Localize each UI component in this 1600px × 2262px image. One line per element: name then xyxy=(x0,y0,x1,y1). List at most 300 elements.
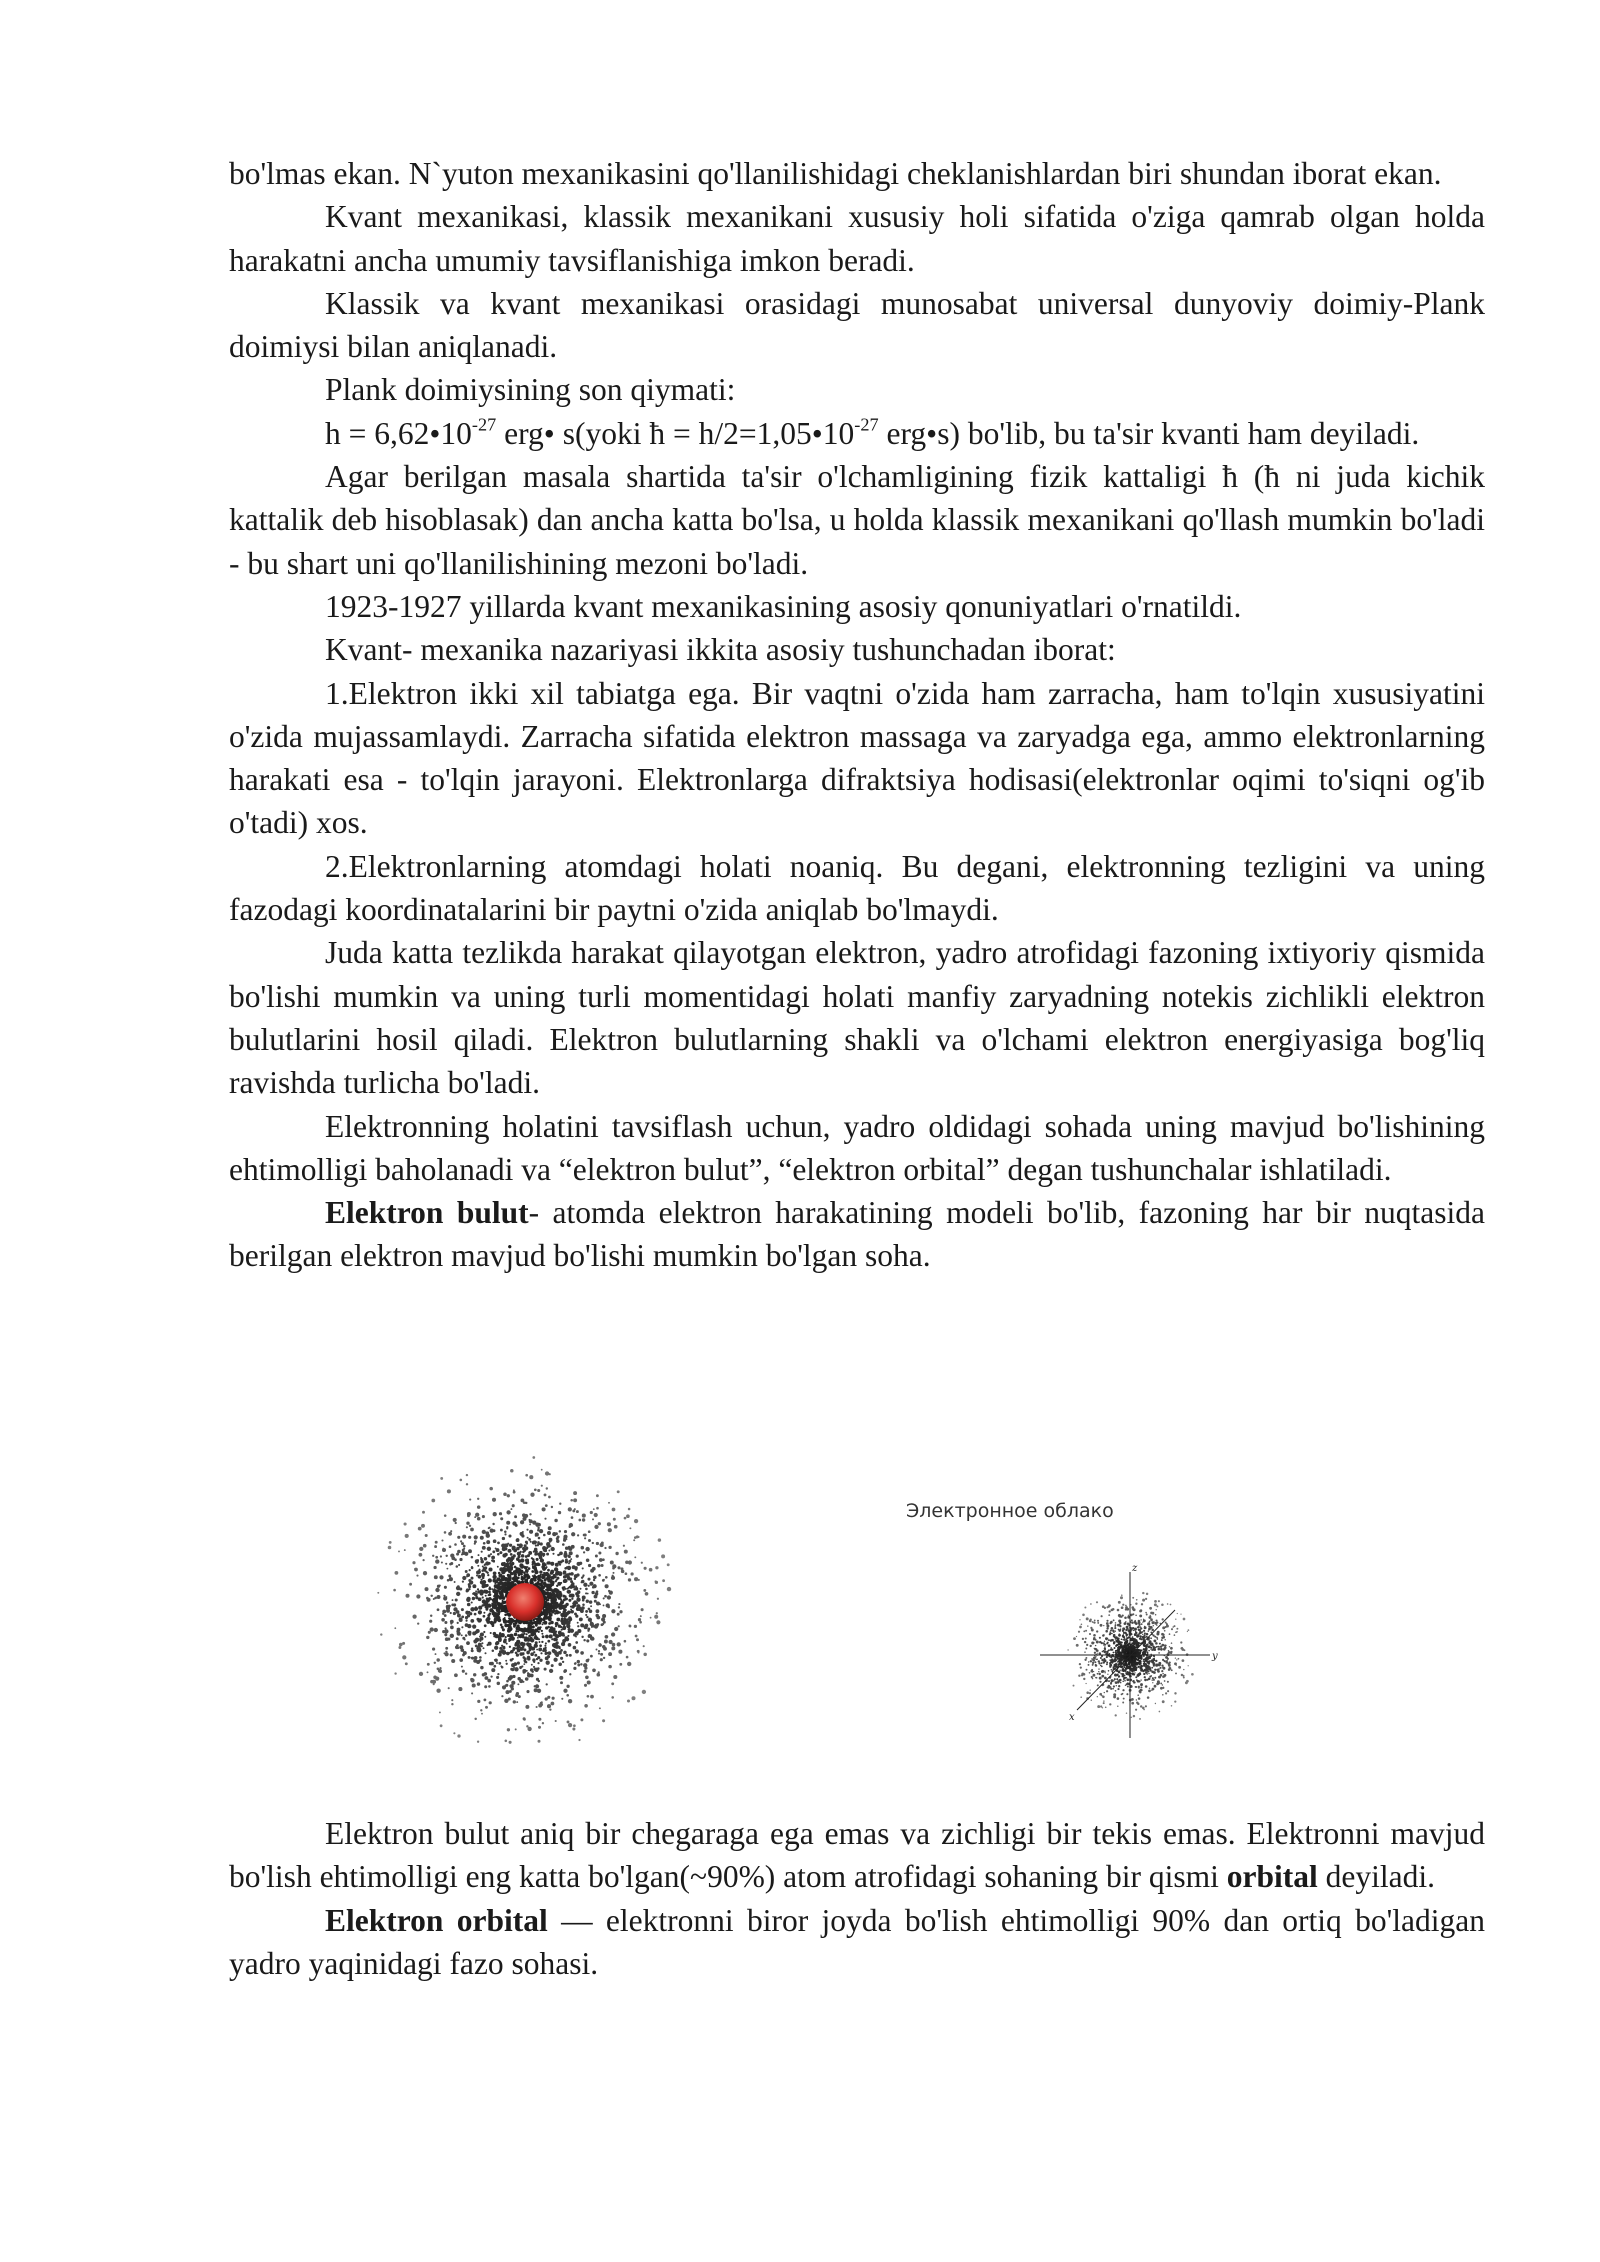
cloud-dot xyxy=(544,1649,547,1652)
cloud-dot xyxy=(529,1523,531,1525)
cloud-dot xyxy=(487,1614,490,1617)
cloud-dot xyxy=(551,1702,555,1706)
cloud-dot xyxy=(1157,1646,1159,1648)
cloud-dot xyxy=(584,1666,587,1669)
cloud-dot xyxy=(1085,1630,1087,1632)
cloud-dot xyxy=(1137,1652,1139,1654)
cloud-dot xyxy=(1088,1661,1089,1662)
cloud-dot xyxy=(510,1508,512,1510)
cloud-dot xyxy=(1096,1650,1097,1651)
cloud-dot xyxy=(577,1660,580,1663)
cloud-dot xyxy=(1160,1667,1162,1669)
cloud-dot xyxy=(1149,1607,1152,1610)
cloud-dot xyxy=(546,1683,548,1685)
cloud-dot xyxy=(1156,1669,1158,1671)
cloud-dot xyxy=(503,1493,507,1497)
cloud-dot xyxy=(598,1551,601,1554)
cloud-dot xyxy=(398,1646,401,1649)
cloud-dot xyxy=(488,1594,490,1596)
cloud-dot xyxy=(605,1635,609,1639)
cloud-dot xyxy=(573,1588,575,1590)
cloud-dot xyxy=(1085,1637,1087,1639)
cloud-dot xyxy=(500,1517,503,1520)
cloud-dot xyxy=(1117,1688,1119,1690)
cloud-dot xyxy=(1163,1675,1166,1678)
cloud-dot xyxy=(1092,1663,1093,1664)
cloud-dot xyxy=(1106,1622,1109,1625)
cloud-dot xyxy=(567,1635,569,1637)
cloud-dot xyxy=(584,1704,588,1708)
cloud-dot xyxy=(570,1558,572,1560)
formula-exponent: -27 xyxy=(854,414,879,435)
cloud-dot xyxy=(465,1623,469,1627)
cloud-dot xyxy=(462,1670,465,1673)
cloud-dot xyxy=(1104,1607,1106,1609)
cloud-dot xyxy=(638,1618,641,1621)
cloud-dot xyxy=(1140,1705,1142,1707)
cloud-dot xyxy=(561,1698,563,1700)
cloud-dot xyxy=(380,1633,382,1635)
cloud-dot xyxy=(534,1688,538,1692)
cloud-dot xyxy=(497,1553,500,1556)
cloud-dot xyxy=(506,1680,509,1683)
cloud-dot xyxy=(501,1645,503,1647)
cloud-dot xyxy=(496,1641,500,1645)
cloud-dot xyxy=(1188,1629,1190,1631)
cloud-dot xyxy=(568,1562,570,1564)
paragraph: Plank doimiysining son qiymati: xyxy=(325,372,736,408)
cloud-dot xyxy=(528,1630,531,1633)
cloud-dot xyxy=(589,1582,593,1586)
cloud-dot xyxy=(472,1584,476,1588)
cloud-dot xyxy=(510,1572,513,1575)
cloud-dot xyxy=(601,1623,604,1626)
cloud-dot xyxy=(1168,1667,1171,1670)
cloud-dot xyxy=(489,1701,492,1704)
cloud-dot xyxy=(1180,1641,1182,1643)
cloud-dot xyxy=(553,1630,557,1634)
cloud-dot xyxy=(525,1677,529,1681)
cloud-dot xyxy=(1117,1638,1119,1640)
cloud-dot xyxy=(1133,1643,1136,1646)
cloud-dot xyxy=(1110,1647,1111,1648)
cloud-dot xyxy=(545,1577,547,1579)
cloud-dot xyxy=(419,1672,423,1676)
cloud-dot xyxy=(1130,1685,1132,1687)
cloud-dot xyxy=(604,1640,608,1644)
cloud-dot xyxy=(1134,1657,1136,1659)
cloud-dot xyxy=(498,1572,501,1575)
cloud-dot xyxy=(638,1652,640,1654)
cloud-dot xyxy=(1152,1634,1154,1636)
cloud-dot xyxy=(538,1647,542,1651)
cloud-dot xyxy=(568,1555,570,1557)
cloud-dot xyxy=(481,1551,483,1553)
cloud-dot xyxy=(577,1605,579,1607)
cloud-dot xyxy=(505,1577,509,1581)
cloud-dot xyxy=(501,1585,505,1589)
cloud-dot xyxy=(602,1614,606,1618)
cloud-dot xyxy=(484,1601,488,1605)
cloud-dot xyxy=(1119,1670,1120,1671)
cloud-dot xyxy=(460,1648,464,1652)
cloud-dot xyxy=(494,1598,498,1602)
cloud-dot xyxy=(542,1622,544,1624)
cloud-dot xyxy=(553,1658,557,1662)
cloud-dot xyxy=(570,1610,573,1613)
cloud-dot xyxy=(461,1626,463,1628)
cloud-dot xyxy=(1107,1674,1108,1675)
cloud-dot xyxy=(1092,1674,1095,1677)
cloud-dot xyxy=(439,1670,443,1674)
cloud-dot xyxy=(629,1527,631,1529)
cloud-dot xyxy=(1099,1677,1102,1680)
cloud-dot xyxy=(491,1603,495,1607)
cloud-dot xyxy=(661,1554,665,1558)
cloud-dot xyxy=(595,1592,599,1596)
cloud-dot xyxy=(412,1561,415,1564)
cloud-dot xyxy=(1104,1644,1106,1646)
cloud-dot xyxy=(454,1673,458,1677)
cloud-dot xyxy=(1106,1620,1108,1622)
cloud-dot xyxy=(1182,1659,1185,1662)
cloud-dot xyxy=(1110,1682,1112,1684)
cloud-dot xyxy=(483,1590,486,1593)
cloud-dot xyxy=(589,1619,591,1621)
cloud-dot xyxy=(558,1561,561,1564)
cloud-dot xyxy=(437,1595,441,1599)
cloud-dot xyxy=(1113,1634,1116,1637)
cloud-dot xyxy=(574,1508,576,1510)
cloud-dot xyxy=(434,1575,438,1579)
cloud-dot xyxy=(496,1662,498,1664)
cloud-dot xyxy=(603,1657,605,1659)
cloud-dot xyxy=(518,1695,521,1698)
cloud-dot xyxy=(489,1487,493,1491)
cloud-dot xyxy=(539,1551,542,1554)
cloud-dot xyxy=(1139,1718,1141,1720)
cloud-dot xyxy=(1152,1644,1153,1645)
cloud-dot xyxy=(488,1685,491,1688)
cloud-dot xyxy=(1091,1642,1094,1645)
cloud-dot xyxy=(1175,1631,1177,1633)
cloud-dot xyxy=(535,1583,537,1585)
cloud-dot xyxy=(562,1661,564,1663)
cloud-dot xyxy=(466,1590,469,1593)
cloud-dot xyxy=(1109,1622,1111,1624)
cloud-dot xyxy=(534,1636,538,1640)
cloud-dot xyxy=(593,1579,595,1581)
cloud-dot xyxy=(611,1576,615,1580)
cloud-dot xyxy=(481,1581,485,1585)
cloud-dot xyxy=(459,1558,462,1561)
cloud-dot xyxy=(538,1622,541,1625)
cloud-dot xyxy=(1076,1644,1079,1647)
cloud-dot xyxy=(484,1624,487,1627)
cloud-dot xyxy=(496,1595,499,1598)
cloud-dot xyxy=(512,1547,516,1551)
cloud-dot xyxy=(1128,1615,1129,1616)
cloud-dot xyxy=(1115,1663,1117,1665)
cloud-dot xyxy=(439,1667,441,1669)
cloud-dot xyxy=(1149,1688,1150,1689)
cloud-dot xyxy=(558,1598,560,1600)
cloud-dot xyxy=(497,1566,499,1568)
cloud-dot xyxy=(1165,1692,1167,1694)
definition-text: — elektronni biror joyda bo'lish ehtimolligi 90% dan ortiq bo'ladigan yadro yaqinidagi fazo sohasi. xyxy=(229,1902,1485,1981)
cloud-dot xyxy=(1157,1680,1160,1683)
cloud-dot xyxy=(477,1517,481,1521)
cloud-dot xyxy=(1170,1652,1172,1654)
cloud-dot xyxy=(1097,1705,1100,1708)
cloud-dot xyxy=(563,1537,565,1539)
cloud-dot xyxy=(576,1602,578,1604)
cloud-dot xyxy=(1183,1677,1185,1679)
cloud-dot xyxy=(570,1499,573,1502)
cloud-dot xyxy=(608,1665,612,1669)
cloud-dot xyxy=(1169,1646,1170,1647)
cloud-dot xyxy=(552,1649,556,1653)
cloud-dot xyxy=(629,1625,632,1628)
cloud-dot xyxy=(1140,1683,1143,1686)
cloud-dot xyxy=(583,1534,586,1537)
cloud-dot xyxy=(498,1662,501,1665)
cloud-dot xyxy=(534,1567,536,1569)
cloud-dot xyxy=(612,1508,616,1512)
cloud-dot xyxy=(499,1591,501,1593)
cloud-dot xyxy=(1084,1606,1086,1608)
cloud-dot xyxy=(431,1499,435,1503)
cloud-dot xyxy=(1140,1665,1143,1668)
cloud-dot xyxy=(1125,1645,1126,1646)
cloud-dot xyxy=(435,1541,438,1544)
cloud-dot xyxy=(520,1634,523,1637)
cloud-dot xyxy=(469,1525,471,1527)
cloud-dot xyxy=(504,1699,508,1703)
cloud-dot xyxy=(1135,1631,1137,1633)
axis-label-z: z xyxy=(1132,1563,1138,1574)
cloud-dot xyxy=(402,1642,405,1645)
cloud-dot xyxy=(519,1679,523,1683)
cloud-dot xyxy=(1162,1700,1165,1703)
cloud-dot xyxy=(1108,1614,1110,1616)
cloud-dot xyxy=(501,1666,504,1669)
cloud-dot xyxy=(1108,1639,1110,1641)
cloud-dot xyxy=(1133,1648,1134,1649)
cloud-dot xyxy=(399,1643,403,1647)
cloud-dot xyxy=(1167,1603,1169,1605)
cloud-dot xyxy=(466,1483,468,1485)
cloud-dot xyxy=(550,1572,552,1574)
cloud-dot xyxy=(518,1555,521,1558)
cloud-dot xyxy=(447,1579,450,1582)
cloud-dot xyxy=(1139,1631,1142,1634)
cloud-dot xyxy=(502,1553,506,1557)
cloud-dot xyxy=(447,1638,450,1641)
cloud-dot xyxy=(541,1701,543,1703)
cloud-dot xyxy=(1115,1651,1117,1653)
cloud-dot xyxy=(1162,1667,1164,1669)
cloud-dot xyxy=(1121,1693,1123,1695)
cloud-dot xyxy=(523,1574,527,1578)
cloud-dot xyxy=(1168,1650,1170,1652)
cloud-dot xyxy=(548,1526,552,1530)
cloud-dot xyxy=(1160,1682,1162,1684)
cloud-dot xyxy=(416,1575,418,1577)
cloud-dot xyxy=(1162,1684,1163,1685)
cloud-dot xyxy=(506,1510,510,1514)
cloud-dot xyxy=(1094,1648,1095,1649)
cloud-dot xyxy=(509,1544,512,1547)
cloud-dot xyxy=(434,1628,438,1632)
cloud-dot xyxy=(1146,1633,1149,1636)
cloud-dot xyxy=(1090,1645,1092,1647)
cloud-dot xyxy=(602,1645,606,1649)
cloud-dot xyxy=(573,1491,577,1495)
cloud-dot xyxy=(542,1623,544,1625)
cloud-dot xyxy=(1136,1663,1138,1665)
cloud-dot xyxy=(459,1618,463,1622)
cloud-dot xyxy=(532,1625,535,1628)
cloud-dot xyxy=(588,1539,591,1542)
cloud-dot xyxy=(393,1589,396,1592)
cloud-dot xyxy=(522,1517,526,1521)
cloud-dot xyxy=(1104,1646,1105,1647)
cloud-dot xyxy=(545,1573,547,1575)
cloud-dot xyxy=(529,1513,531,1515)
cloud-dot xyxy=(529,1626,532,1629)
cloud-dot xyxy=(1116,1644,1118,1646)
cloud-dot xyxy=(478,1575,482,1579)
cloud-dot xyxy=(1115,1675,1117,1677)
cloud-dot xyxy=(583,1670,586,1673)
cloud-dot xyxy=(1149,1676,1151,1678)
cloud-dot xyxy=(1111,1662,1113,1664)
cloud-dot xyxy=(1084,1651,1086,1653)
cloud-dot xyxy=(1191,1673,1194,1676)
cloud-dot xyxy=(566,1538,568,1540)
cloud-dot xyxy=(1113,1619,1115,1621)
cloud-dot xyxy=(577,1592,579,1594)
cloud-dot xyxy=(500,1529,503,1532)
cloud-dot xyxy=(525,1474,528,1477)
cloud-dot xyxy=(550,1562,554,1566)
cloud-dot xyxy=(585,1614,587,1616)
cloud-dot xyxy=(515,1651,518,1654)
cloud-dot xyxy=(625,1561,629,1565)
cloud-dot xyxy=(476,1570,480,1574)
cloud-dot xyxy=(1116,1685,1117,1686)
cloud-dot xyxy=(1135,1676,1137,1678)
cloud-dot xyxy=(555,1571,559,1575)
planck-formula xyxy=(229,412,1485,455)
cloud-dot xyxy=(448,1532,452,1536)
cloud-dot xyxy=(457,1622,459,1624)
cloud-dot xyxy=(1144,1634,1146,1636)
cloud-dot xyxy=(472,1625,476,1629)
paragraph: Klassik va kvant mexanikasi orasidagi munosabat universal dunyoviy doimiy-Plank doimiysi bilan aniqlanadi. xyxy=(229,285,1485,365)
cloud-dot xyxy=(576,1510,579,1513)
cloud-dot xyxy=(596,1649,598,1651)
cloud-dot xyxy=(1123,1669,1125,1671)
cloud-dot xyxy=(1126,1668,1128,1670)
cloud-dot xyxy=(1104,1659,1107,1662)
cloud-dot xyxy=(1126,1638,1128,1640)
cloud-dot xyxy=(581,1618,583,1620)
cloud-dot xyxy=(1136,1699,1137,1700)
cloud-dot xyxy=(389,1541,392,1544)
cloud-dot xyxy=(552,1627,555,1630)
cloud-dot xyxy=(417,1622,419,1624)
cloud-dot xyxy=(395,1571,399,1575)
cloud-dot xyxy=(1174,1634,1176,1636)
cloud-dot xyxy=(1161,1639,1163,1641)
cloud-dot xyxy=(1167,1681,1169,1683)
cloud-dot xyxy=(526,1529,528,1531)
cloud-dot xyxy=(512,1675,515,1678)
cloud-dot xyxy=(523,1718,526,1721)
cloud-dot xyxy=(1118,1685,1120,1687)
cloud-dot xyxy=(1089,1672,1091,1674)
cloud-dot xyxy=(654,1615,658,1619)
cloud-dot xyxy=(1138,1621,1141,1624)
cloud-dot xyxy=(588,1564,591,1567)
cloud-dot xyxy=(1118,1601,1121,1604)
cloud-dot xyxy=(486,1597,488,1599)
cloud-dot xyxy=(560,1613,564,1617)
cloud-dot xyxy=(1086,1669,1088,1671)
cloud-dot xyxy=(484,1636,486,1638)
cloud-dot xyxy=(1143,1709,1144,1710)
cloud-dot xyxy=(498,1638,502,1642)
cloud-dot xyxy=(533,1540,537,1544)
cloud-dot xyxy=(599,1643,601,1645)
cloud-dot xyxy=(445,1647,448,1650)
cloud-dot xyxy=(492,1649,495,1652)
cloud-dot xyxy=(506,1588,508,1590)
cloud-dot xyxy=(534,1488,537,1491)
cloud-dot xyxy=(1108,1680,1110,1682)
cloud-dot xyxy=(546,1561,549,1564)
cloud-dot xyxy=(1131,1621,1134,1624)
cloud-dot xyxy=(1088,1664,1090,1666)
cloud-dot xyxy=(612,1643,616,1647)
cloud-dot xyxy=(404,1549,406,1551)
paragraph: Agar berilgan masala shartida ta'sir o'lchamligining fizik kattaligi ħ (ħ ni juda kichik kattalik deb hisoblasak) dan ancha katta bo'lsa, u holda klassik mexanikani qo'llash mumkin bo'ladi - bu shart uni qo'llanilishining mezoni bo'ladi. xyxy=(229,459,1485,581)
cloud-dot xyxy=(1131,1669,1134,1672)
cloud-dot xyxy=(566,1685,569,1688)
cloud-dot xyxy=(517,1647,520,1650)
cloud-dot xyxy=(483,1542,486,1545)
cloud-dot xyxy=(481,1713,483,1715)
cloud-dot xyxy=(489,1662,492,1665)
cloud-dot xyxy=(544,1493,547,1496)
cloud-dot xyxy=(465,1570,468,1573)
cloud-dot xyxy=(510,1684,514,1688)
cloud-dot xyxy=(535,1544,537,1546)
cloud-dot xyxy=(552,1532,556,1536)
cloud-dot xyxy=(467,1514,470,1517)
cloud-dot xyxy=(446,1596,448,1598)
cloud-dot xyxy=(564,1595,567,1598)
cloud-dot xyxy=(534,1668,538,1672)
cloud-dot xyxy=(1081,1624,1083,1626)
cloud-dot xyxy=(587,1680,591,1684)
cloud-dot xyxy=(492,1498,496,1502)
cloud-dot xyxy=(1126,1678,1129,1681)
cloud-dot xyxy=(479,1656,482,1659)
cloud-dot xyxy=(532,1571,534,1573)
